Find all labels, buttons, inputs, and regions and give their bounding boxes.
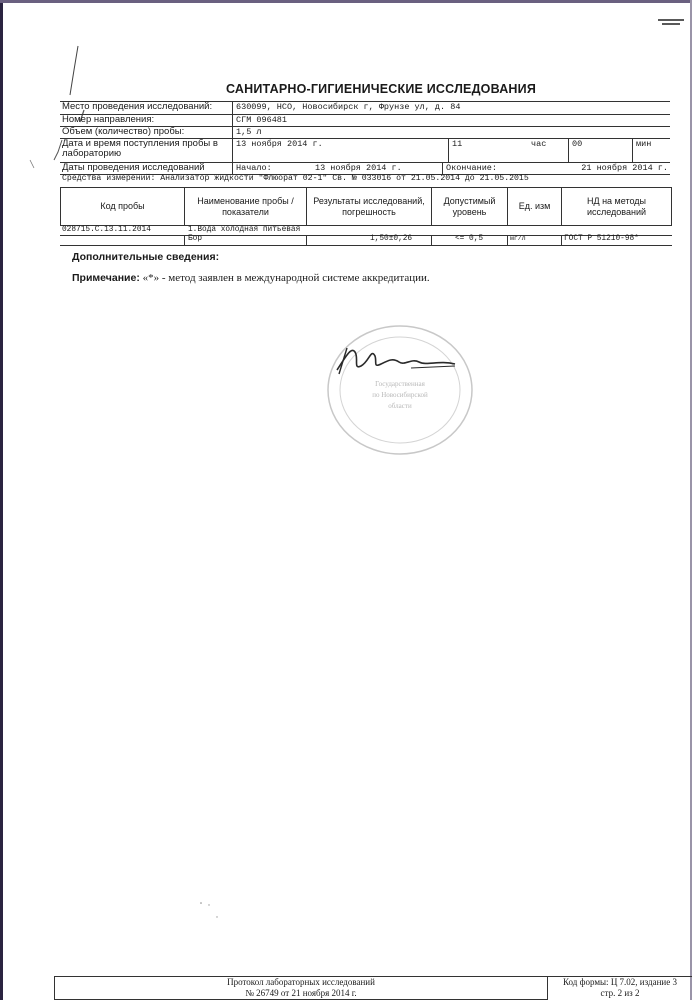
place-row [60,101,670,115]
place-value: 630099, НСО, Новосибирск г, Фрунзе ул, д. 84 [232,102,670,115]
receipt-hour-unit: час [531,139,547,149]
footer-form-code: Код формы: Ц 7.02, издание 3 [563,977,677,987]
footer-protocol: Протокол лабораторных исследований [227,977,375,987]
nd-value: ГОСТ Р 51210-98* [564,235,639,243]
header-results: Результаты исследований, погрешность [306,187,432,226]
receipt-date: 13 ноября 2014 г. [232,139,448,163]
volume-label: Объем (количество) пробы: [62,126,185,137]
sample-name: 1.Вода холодная питьевая [188,226,301,234]
dates-label: Даты проведения исследований [62,162,205,173]
footer-page-number: стр. 2 из 2 [600,988,640,998]
stamp-line-3: области [388,402,412,410]
footer-protocol-cell [54,976,548,1000]
direction-label: Номер направления: [62,114,155,125]
row-divider-3 [431,235,432,245]
scan-edge-top [0,0,692,3]
place-label: Место проведения исследований: [62,101,213,112]
end-label: Окончание: [442,163,562,175]
sample-code: 028715.С.13.11.2014 [62,226,151,234]
row-divider-2 [306,235,307,245]
result-value: 1,50±0,26 [370,235,413,243]
stamp-seal [315,318,485,463]
stamp-line-2: по Новосибирской [372,391,428,399]
header-nd: НД на методы исследований [561,187,672,226]
row-divider-1 [184,235,185,245]
row-divider-5 [561,235,562,245]
unit-value: мг/л [510,235,526,242]
note-label: Примечание: [72,272,140,284]
measuring-instruments: Средства измерений: Анализатор жидкости "Флюорат 02-1" Св. № 033016 от 21.05.2014 до 21.05.2015 [62,174,529,183]
direction-value: СГМ 096481 [232,115,670,127]
indicator-name: Бор [188,235,203,243]
scan-edge-left [0,0,3,1000]
receipt-label: Дата и время поступления пробы в лабораторию [62,138,218,159]
header-unit: Ед. изм [507,187,562,226]
receipt-hour: 11 [448,139,528,163]
allowed-value: <= 0,5 [455,235,484,243]
results-table [60,187,672,247]
receipt-min-unit: мин [632,139,670,163]
end-value: 21 ноября 2014 г. [581,163,668,173]
table-row-indicator [60,235,672,246]
additional-info-label: Дополнительные сведения: [72,251,220,263]
header-name: Наименование пробы / показатели [184,187,307,226]
header-allowed: Допустимый уровень [431,187,508,226]
footer-form-cell [548,976,692,1000]
scan-specks [195,895,235,925]
scan-corner-mark [654,12,690,32]
stamp-line-1: Государственная [375,380,425,388]
volume-value: 1,5 л [232,127,670,139]
footer-protocol-number: № 26749 от 21 ноября 2014 г. [245,988,357,998]
row-divider-4 [507,235,508,245]
header-code: Код пробы [60,187,185,226]
note [72,272,430,284]
document-title: САНИТАРНО-ГИГИЕНИЧЕСКИЕ ИССЛЕДОВАНИЯ [226,82,537,96]
start-label: Начало: [232,163,312,175]
receipt-min: 00 [568,139,632,163]
footer [54,976,692,1000]
note-text: «*» - метод заявлен в международной системе аккредитации. [142,272,430,284]
start-value: 13 ноября 2014 г. [315,163,402,173]
receipt-row [60,138,670,163]
